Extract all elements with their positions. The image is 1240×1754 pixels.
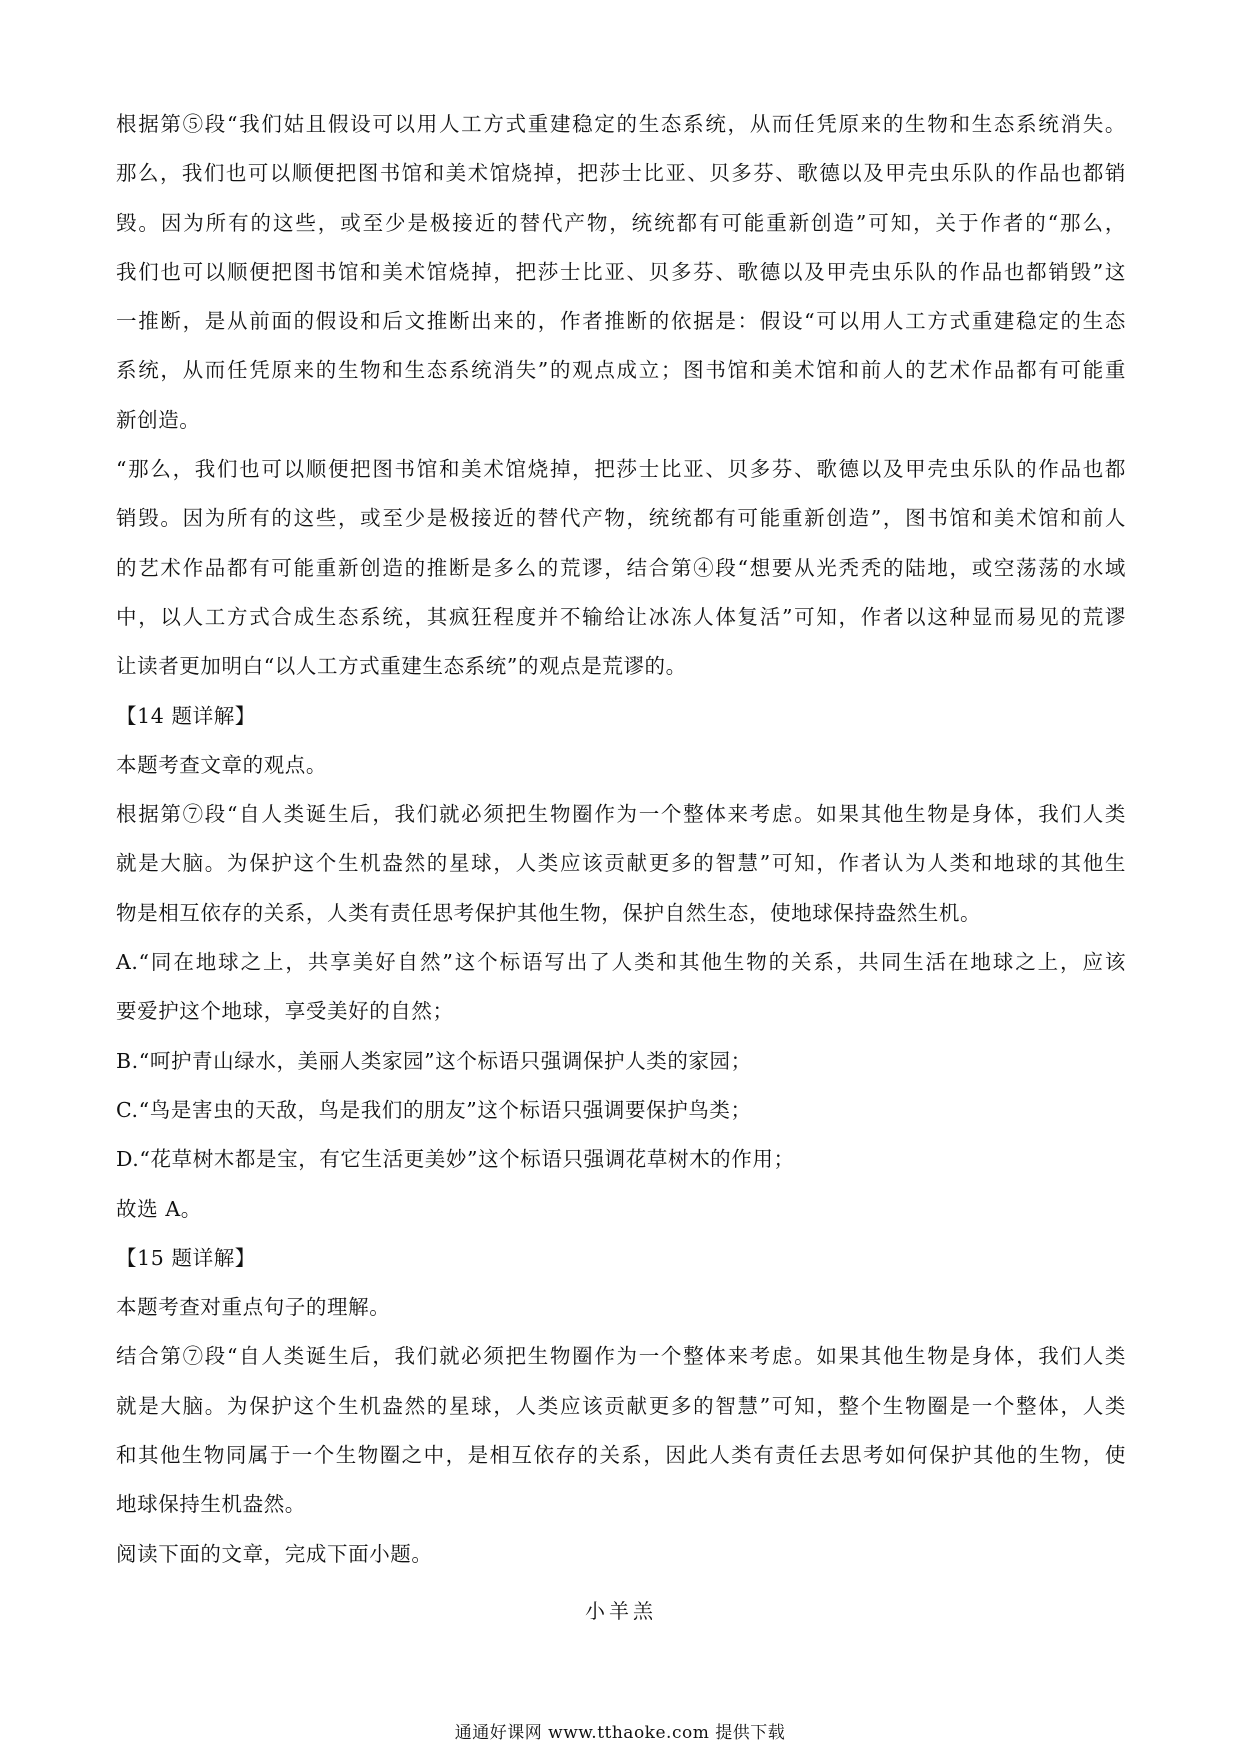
- article-title: 小羊羔: [585, 1598, 657, 1623]
- text-line: 物是相互依存的关系，人类有责任思考保护其他生物，保护自然生态，使地球保持盎然生机。: [116, 900, 982, 925]
- text-line: B.“呵护青山绿水，美丽人类家园”这个标语只强调保护人类的家园；: [116, 1048, 752, 1073]
- text-line: 让读者更加明白“以人工方式重建生态系统”的观点是荒谬的。: [116, 654, 687, 679]
- text-line: C.“鸟是害虫的天敌，鸟是我们的朋友”这个标语只强调要保护鸟类；: [116, 1097, 752, 1122]
- text-line: 新创造。: [116, 407, 201, 432]
- text-line: 一推断，是从前面的假设和后文推断出来的，作者推断的依据是：假设“可以用人工方式重建稳定的生态: [116, 309, 1126, 334]
- document-body: [116, 100, 1126, 1636]
- text-line: 系统，从而任凭原来的生物和生态系统消失”的观点成立；图书馆和美术馆和前人的艺术作品都有可能重: [116, 358, 1126, 383]
- text-line: 销毁。因为所有的这些，或至少是极接近的替代产物，统统都有可能重新创造”，图书馆和美术馆和前人: [116, 506, 1126, 531]
- text-line: 就是大脑。为保护这个生机盎然的星球，人类应该贡献更多的智慧”可知，作者认为人类和地球的其他生: [116, 851, 1126, 876]
- text-line: 毁。因为所有的这些，或至少是极接近的替代产物，统统都有可能重新创造”可知，关于作者的“那么，: [116, 210, 1126, 235]
- text-line: 那么，我们也可以顺便把图书馆和美术馆烧掉，把莎士比亚、贝多芬、歌德以及甲壳虫乐队的作品也都销: [116, 161, 1126, 186]
- text-line: 阅读下面的文章，完成下面小题。: [116, 1541, 433, 1566]
- text-line: 根据第⑦段“自人类诞生后，我们就必须把生物圈作为一个整体来考虑。如果其他生物是身体，我们人类: [116, 802, 1126, 827]
- text-line: 我们也可以顺便把图书馆和美术馆烧掉，把莎士比亚、贝多芬、歌德以及甲壳虫乐队的作品也都销毁”这: [116, 259, 1126, 284]
- text-line: 【15 题详解】: [116, 1245, 256, 1270]
- text-line: 故选 A。: [116, 1196, 202, 1221]
- text-line: 本题考查文章的观点。: [116, 752, 327, 777]
- text-line: D.“花草树木都是宝，有它生活更美妙”这个标语只强调花草树木的作用；: [116, 1147, 795, 1172]
- text-line: 和其他生物同属于一个生物圈之中，是相互依存的关系，因此人类有责任去思考如何保护其他的生物，使: [116, 1443, 1126, 1468]
- text-line: 地球保持生机盎然。: [116, 1492, 306, 1517]
- text-line: 就是大脑。为保护这个生机盎然的星球，人类应该贡献更多的智慧”可知，整个生物圈是一个整体，人类: [116, 1393, 1126, 1418]
- text-line: A.“同在地球之上，共享美好自然”这个标语写出了人类和其他生物的关系，共同生活在地球之上，应该: [116, 950, 1126, 975]
- text-line: 根据第⑤段“我们姑且假设可以用人工方式重建稳定的生态系统，从而任凭原来的生物和生态系统消失。: [116, 112, 1126, 136]
- text-line: 【14 题详解】: [116, 703, 256, 728]
- text-line: 要爱护这个地球，享受美好的自然；: [116, 999, 454, 1024]
- page-footer: 通通好课网 www.tthaoke.com 提供下载: [454, 1723, 786, 1743]
- text-line: 中，以人工方式合成生态系统，其疯狂程度并不输给让冰冻人体复活”可知，作者以这种显而易见的荒谬: [116, 604, 1126, 629]
- text-line: 结合第⑦段“自人类诞生后，我们就必须把生物圈作为一个整体来考虑。如果其他生物是身体，我们人类: [116, 1344, 1126, 1369]
- text-line: 本题考查对重点句子的理解。: [116, 1295, 391, 1320]
- text-line: 的艺术作品都有可能重新创造的推断是多么的荒谬，结合第④段“想要从光秃秃的陆地，或空荡荡的水域: [116, 555, 1126, 580]
- text-line: “那么，我们也可以顺便把图书馆和美术馆烧掉，把莎士比亚、贝多芬、歌德以及甲壳虫乐队的作品也都: [116, 457, 1126, 482]
